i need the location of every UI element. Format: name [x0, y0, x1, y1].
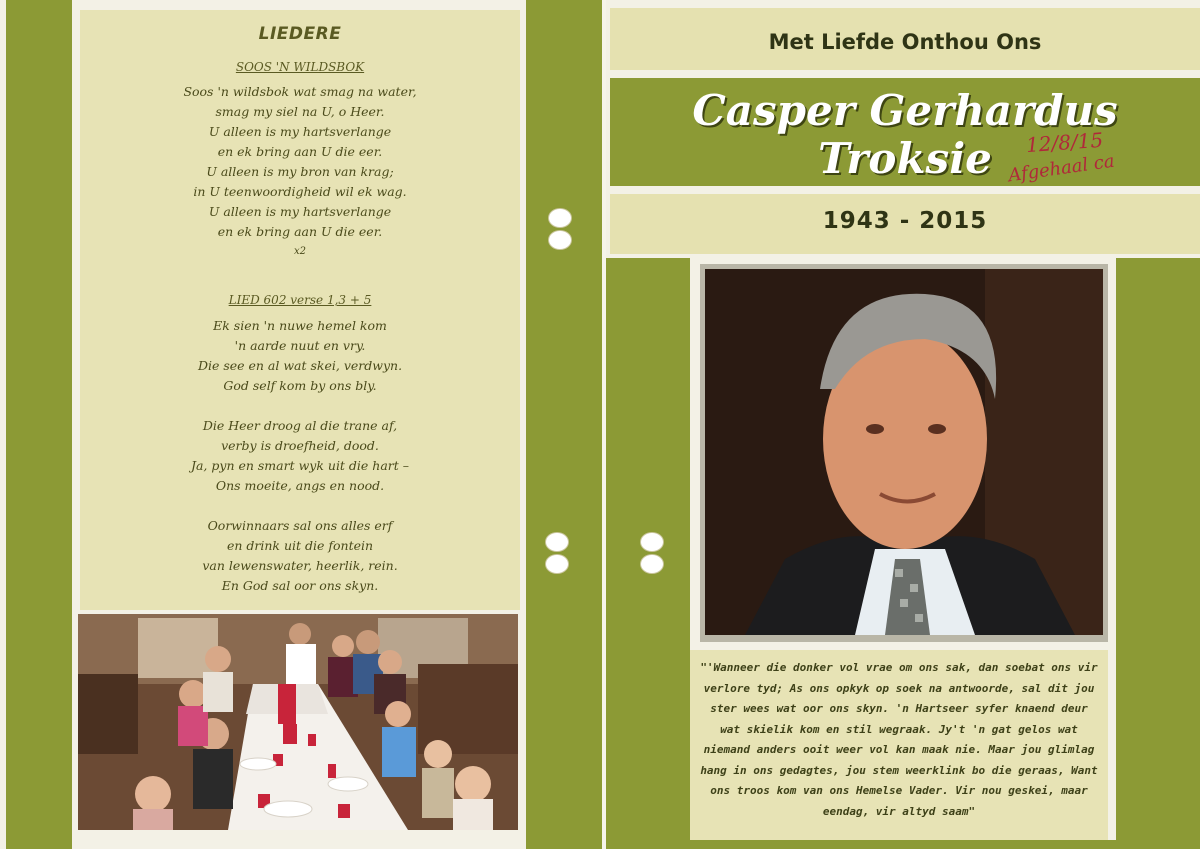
bottom-strip: [690, 840, 1116, 849]
deceased-first-names: Casper Gerhardus: [692, 86, 1118, 135]
verse-line: Soos 'n wildsbok wat smag na water,: [183, 84, 417, 99]
punch-holes-right-bottom: [640, 532, 664, 576]
verse-line: U alleen is my hartsverlange: [208, 204, 392, 219]
song1-title: SOOS 'N WILDSBOK: [235, 60, 365, 74]
years-band: [610, 194, 1200, 254]
verse-line: en ek bring aan U die eer.: [217, 224, 383, 239]
deceased-surname: Troksie: [818, 134, 992, 183]
repeat-marker: x2: [293, 246, 306, 257]
memorial-heading: Met Liefde Onthou Ons: [768, 30, 1042, 54]
songs-page: [80, 10, 520, 610]
verse-line: smag my siel na U, o Heer.: [215, 104, 385, 119]
song2-title: LIED 602 verse 1,3 + 5: [228, 293, 372, 307]
right-edge-band: [1116, 258, 1200, 849]
verse-line: Ja, pyn en smart wyk uit die hart –: [190, 458, 410, 473]
punch-holes-left-bottom: [545, 532, 569, 576]
portrait-photo: [705, 269, 1103, 635]
songs-heading: LIEDERE: [258, 24, 342, 44]
verse-line: En God sal oor ons skyn.: [221, 578, 379, 593]
punch-hole: [545, 554, 569, 574]
punch-hole: [545, 532, 569, 552]
verse-line: Die see en al wat skei, verdwyn.: [197, 358, 403, 373]
song1-verse: [80, 82, 520, 262]
punch-hole: [640, 554, 664, 574]
punch-hole: [548, 230, 572, 250]
verse-line: U alleen is my hartsverlange: [208, 124, 392, 139]
left-edge-band: [6, 0, 72, 849]
song2-verse3: [80, 516, 520, 596]
verse-line: en drink uit die fontein: [226, 538, 374, 553]
verse-line: 'n aarde nuut en vry.: [234, 338, 366, 353]
cover-header: [610, 8, 1200, 70]
family-dinner-photo: [78, 614, 518, 830]
verse-line: Ons moeite, angs en nood.: [215, 478, 385, 493]
handwritten-note: Afgehaal ca: [1007, 150, 1116, 187]
center-left-band: [526, 0, 602, 849]
punch-hole: [548, 208, 572, 228]
handwritten-date: 12/8/15: [1025, 127, 1104, 158]
memorial-quote: "'Wanneer die donker vol vrae om ons sak, dan soebat ons vir verlore tyd; As ons opkyk op soek na antwoorde, sal dit jou ster wees wat oor ons skyn. 'n Hartseer syfer knaend deur wat skielik kom en stil wegraak. Jy't 'n gat gelos wat niemand anders ooit weer vol kan maak nie. Maar jou glimlag hang in ons gedagtes, jou stem weerklink bo die geraas, Want ons troos kom van ons Hemelse Vader. Vir nou geskei, maar eendag, vir altyd saam": [700, 661, 1098, 818]
portrait-frame: [700, 264, 1108, 642]
verse-line: Oorwinnaars sal ons alles erf: [207, 518, 393, 533]
family-dinner-illustration: [78, 614, 518, 830]
verse-line: van lewenswater, heerlik, rein.: [202, 558, 398, 573]
verse-line: verby is droefheid, dood.: [221, 438, 379, 453]
verse-line: God self kom by ons bly.: [223, 378, 377, 393]
verse-line: Ek sien 'n nuwe hemel kom: [213, 318, 387, 333]
song2-verse2: [80, 416, 520, 496]
verse-line: in U teenwoordigheid wil ek wag.: [193, 184, 407, 199]
punch-holes-left-top: [548, 208, 572, 252]
life-years: 1943 - 2015: [822, 208, 988, 234]
song2-verse1: [80, 316, 520, 396]
verse-line: Die Heer droog al die trane af,: [202, 418, 398, 433]
quote-box: [690, 650, 1108, 840]
punch-hole: [640, 532, 664, 552]
fold-line: [602, 0, 606, 849]
verse-line: U alleen is my bron van krag;: [206, 164, 394, 179]
handwritten-annotation: [1007, 127, 1116, 187]
verse-line: en ek bring aan U die eer.: [217, 144, 383, 159]
